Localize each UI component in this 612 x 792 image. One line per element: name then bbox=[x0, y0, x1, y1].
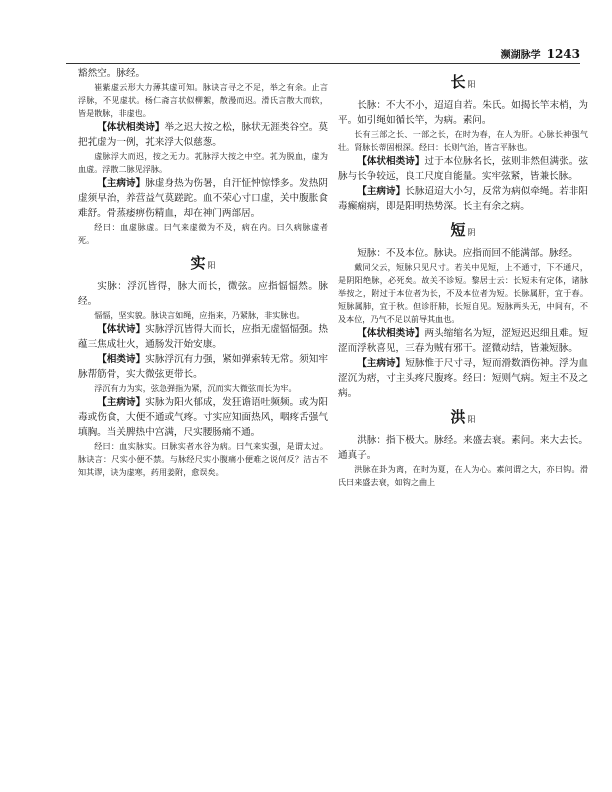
verse-text: 两头缩缩名为短，涩短迟迟细且难。短涩而浮秋喜见，三春为贼有邪干。涩微动结，皆兼短脉。 bbox=[338, 328, 589, 354]
verse-paragraph bbox=[338, 184, 588, 214]
body-paragraph: 长脉：不大不小，迢迢自若。朱氏。如揭长竿末梢，为平。如引绳如循长竿，为病。素问。 bbox=[338, 100, 588, 126]
verse-text: 长脉迢迢大小匀，反常为病似牵绳。若非阳毒癫痫病，即是阳明热势深。长主有余之病。 bbox=[338, 186, 589, 212]
commentary-paragraph: 经曰：血虚脉虚。曰气来虚微为不及，病在内。曰久病脉虚者死。 bbox=[78, 222, 328, 245]
verse-paragraph bbox=[78, 352, 328, 382]
verse-text: 脉虚身热为伤暑，自汗怔忡惊悸多。发热阴虚须早治，养营益气莫蹉跎。血不荣心寸口虚，关中腹胀食难舒。骨蒸痿痹伤精血，却在神门两部居。 bbox=[78, 178, 329, 219]
section-heading-duan bbox=[338, 214, 588, 246]
section-title: 长 bbox=[450, 73, 467, 91]
commentary-paragraph: 浮沉有力为实，弦急弹指为紧，沉而实大微弦而长为牢。 bbox=[94, 383, 297, 393]
verse-text: 实脉浮沉有力强，紧如弹索转无常。须知牢脉帮筋骨，实大微弦更带长。 bbox=[78, 354, 329, 380]
section-yinyang: 阳 bbox=[467, 80, 476, 89]
section-yinyang: 阴 bbox=[467, 228, 476, 237]
body-paragraph: 洪脉：指下极大。脉经。来盛去衰。素问。来大去长。通真子。 bbox=[338, 435, 588, 461]
verse-paragraph bbox=[78, 322, 328, 352]
verse-tag: 【体状相类诗】 bbox=[357, 156, 425, 167]
verse-tag: 【主病诗】 bbox=[97, 178, 146, 189]
verse-paragraph bbox=[78, 120, 328, 150]
verse-tag: 【主病诗】 bbox=[357, 186, 406, 197]
commentary-paragraph: 经曰：血实脉实。曰脉实者水谷为病。曰气来实强，是谓太过。脉诀言：尺实小便不禁。与脉经尺实小腹痛小便难之说何反？洁古不知其谬，诀为虚寒，药用姜附，愈误矣。 bbox=[78, 441, 328, 477]
section-heading-hong bbox=[338, 401, 588, 433]
left-column bbox=[78, 66, 328, 479]
verse-text: 实脉为阳火郁成，发狂谵语吐频频。或为阳毒或伤食，大便不通或气疼。寸实应知面热风，咽疼舌强气填胸。当关脾热中宫满，尺实腰肠痛不通。 bbox=[78, 397, 329, 438]
running-title: 濒湖脉学 bbox=[500, 50, 541, 61]
verse-paragraph bbox=[78, 395, 328, 440]
commentary-paragraph: 戴同父云，短脉只见尺寸。若关中见短，上不通寸，下不通尺，是阴阳绝脉，必死矣。故关不诊短。黎居士云：长短未有定体，诸脉举按之，附过于本位者为长，不及本位者为短。长脉属肝，宜于春。短脉属肺，宜于秋。但诊肝肺，长短自见。短脉两头无，中间有，不及本位，乃气不足以前导其血也。 bbox=[338, 262, 588, 324]
section-heading-shi bbox=[78, 247, 328, 279]
right-column bbox=[338, 66, 588, 489]
verse-tag: 【体状相类诗】 bbox=[357, 328, 425, 339]
header-rule bbox=[66, 63, 580, 64]
verse-paragraph bbox=[338, 154, 588, 184]
running-header bbox=[452, 46, 580, 62]
commentary-paragraph: 长有三部之长、一部之长，在时为春，在人为肝。心脉长神强气壮。肾脉长蒂固根深。经曰：长则气治，皆言平脉也。 bbox=[338, 129, 588, 152]
verse-text: 实脉浮沉皆得大而长，应指无虚愊愊强。热蕴三焦成壮火，通肠发汗始安康。 bbox=[78, 324, 329, 350]
section-yinyang: 阳 bbox=[207, 261, 216, 270]
continued-text: 豁然空。脉经。 bbox=[78, 68, 146, 79]
verse-text: 举之迟大按之松，脉状无涯类谷空。莫把芤虚为一例，芤来浮大似慈葱。 bbox=[78, 122, 329, 148]
verse-paragraph bbox=[78, 176, 328, 221]
verse-tag: 【体状相类诗】 bbox=[97, 122, 165, 133]
section-title: 洪 bbox=[450, 408, 467, 426]
section-yinyang: 阳 bbox=[467, 415, 476, 424]
section-title: 实 bbox=[190, 254, 207, 272]
verse-tag: 【相类诗】 bbox=[97, 354, 146, 365]
section-title: 短 bbox=[450, 221, 467, 239]
verse-text: 短脉惟于尺寸寻，短而滑数酒伤神。浮为血涩沉为痞，寸主头疼尺腹疼。经曰：短则气病。短主不及之病。 bbox=[338, 358, 589, 399]
section-heading-chang bbox=[338, 66, 588, 98]
verse-tag: 【主病诗】 bbox=[97, 397, 146, 408]
commentary-paragraph: 崔紫虚云形大力薄其虚可知。脉诀言寻之不足，举之有余。止言浮脉，不见虚状。杨仁斋言状似柳絮，散漫而迟。滑氏言散大而软，皆是散脉，非虚也。 bbox=[78, 82, 328, 118]
page-number: 1243 bbox=[546, 47, 580, 61]
verse-paragraph bbox=[338, 326, 588, 356]
verse-tag: 【体状诗】 bbox=[97, 324, 146, 335]
commentary-paragraph: 愊愊，坚实貌。脉诀言如绳，应指来，乃紧脉，非实脉也。 bbox=[94, 310, 305, 320]
commentary-paragraph: 洪脉在卦为离，在时为夏，在人为心。素问谓之大，亦曰钩。滑氏曰来盛去衰，如钩之曲上 bbox=[338, 464, 588, 487]
verse-text: 过于本位脉名长，弦则非然但满张。弦脉与长争较远，良工尺度自能量。实牢弦紧，皆兼长脉。 bbox=[338, 156, 589, 182]
body-paragraph: 短脉：不及本位。脉诀。应指而回不能满部。脉经。 bbox=[357, 248, 578, 259]
commentary-paragraph: 虚脉浮大而迟，按之无力。芤脉浮大按之中空。芤为脱血，虚为血虚。浮散二脉见浮脉。 bbox=[78, 151, 328, 174]
verse-tag: 【主病诗】 bbox=[357, 358, 406, 369]
verse-paragraph bbox=[338, 356, 588, 401]
body-paragraph: 实脉：浮沉皆得，脉大而长，微弦。应指愊愊然。脉经。 bbox=[78, 281, 328, 307]
